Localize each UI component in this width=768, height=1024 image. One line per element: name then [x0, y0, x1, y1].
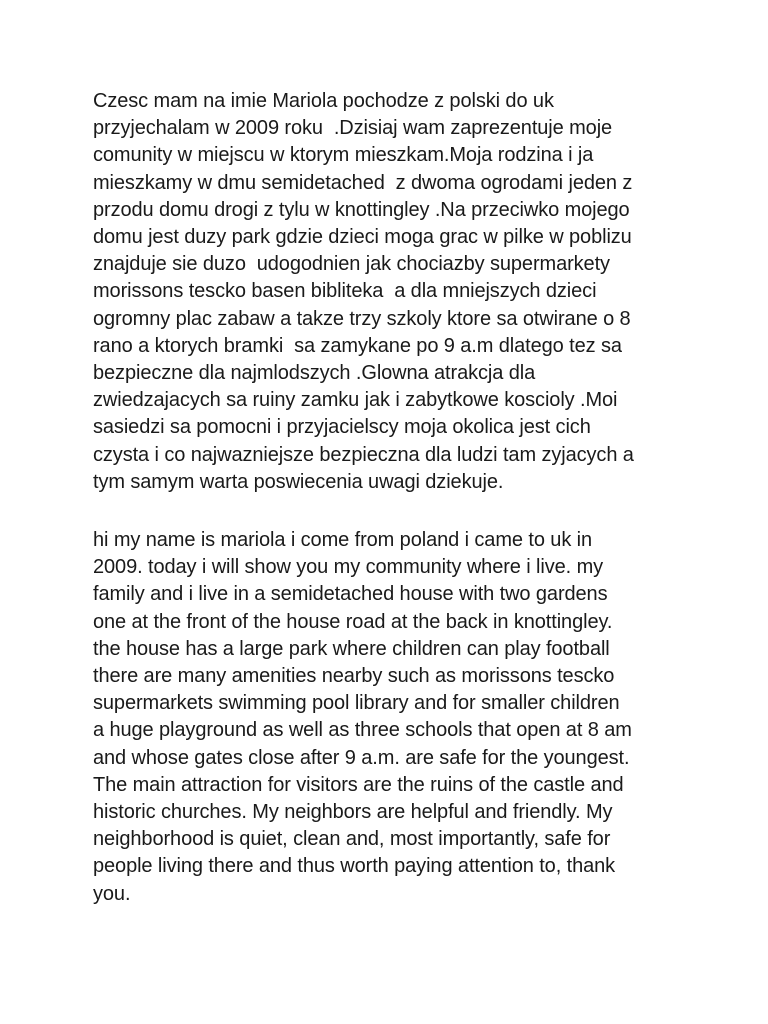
text-line: the house has a large park where children can play football [93, 637, 610, 660]
english-paragraph [93, 527, 703, 908]
text-line: and whose gates close after 9 a.m. are safe for the youngest. [93, 746, 630, 769]
text-line: family and i live in a semidetached house with two gardens [93, 583, 608, 606]
text-line: domu jest duzy park gdzie dzieci moga grac w pilke w poblizu [93, 226, 632, 249]
text-line: morissons tescko basen bibliteka a dla mniejszych dzieci [93, 280, 597, 303]
polish-paragraph [93, 88, 703, 496]
text-line: neighborhood is quiet, clean and, most importantly, safe for [93, 828, 611, 851]
text-line: przodu domu drogi z tylu w knottingley .Na przeciwko mojego [93, 198, 630, 221]
text-line: there are many amenities nearby such as morissons tescko [93, 665, 615, 688]
text-line: ogromny plac zabaw a takze trzy szkoly ktore sa otwirane o 8 [93, 307, 631, 330]
text-line: rano a ktorych bramki sa zamykane po 9 a.m dlatego tez sa [93, 334, 622, 357]
text-line: a huge playground as well as three schools that open at 8 am [93, 719, 632, 742]
text-line: one at the front of the house road at the back in knottingley. [93, 610, 613, 633]
text-line: zwiedzajacych sa ruiny zamku jak i zabytkowe koscioly .Moi [93, 389, 618, 412]
text-line: bezpieczne dla najmlodszych .Glowna atrakcja dla [93, 362, 536, 385]
text-line: people living there and thus worth paying attention to, thank [93, 855, 616, 878]
text-line: supermarkets swimming pool library and for smaller children [93, 692, 620, 715]
text-line: tym samym warta poswiecenia uwagi dziekuje. [93, 470, 504, 493]
text-line: The main attraction for visitors are the ruins of the castle and [93, 773, 624, 796]
text-line: sasiedzi sa pomocni i przyjacielscy moja okolica jest cich [93, 416, 591, 439]
text-line: czysta i co najwazniejsze bezpieczna dla ludzi tam zyjacych a [93, 443, 634, 466]
text-line: you. [93, 882, 131, 905]
text-line: comunity w miejscu w ktorym mieszkam.Moja rodzina i ja [93, 144, 594, 167]
text-line: przyjechalam w 2009 roku .Dzisiaj wam zaprezentuje moje [93, 117, 613, 140]
text-line: historic churches. My neighbors are helpful and friendly. My [93, 801, 613, 824]
text-line: mieszkamy w dmu semidetached z dwoma ogrodami jeden z [93, 171, 633, 194]
text-line: hi my name is mariola i come from poland i came to uk in [93, 529, 593, 551]
text-line: znajduje sie duzo udogodnien jak chociazby supermarkety [93, 253, 610, 276]
text-line: Czesc mam na imie Mariola pochodze z polski do uk [93, 90, 554, 112]
text-line: 2009. today i will show you my community where i live. my [93, 556, 604, 579]
